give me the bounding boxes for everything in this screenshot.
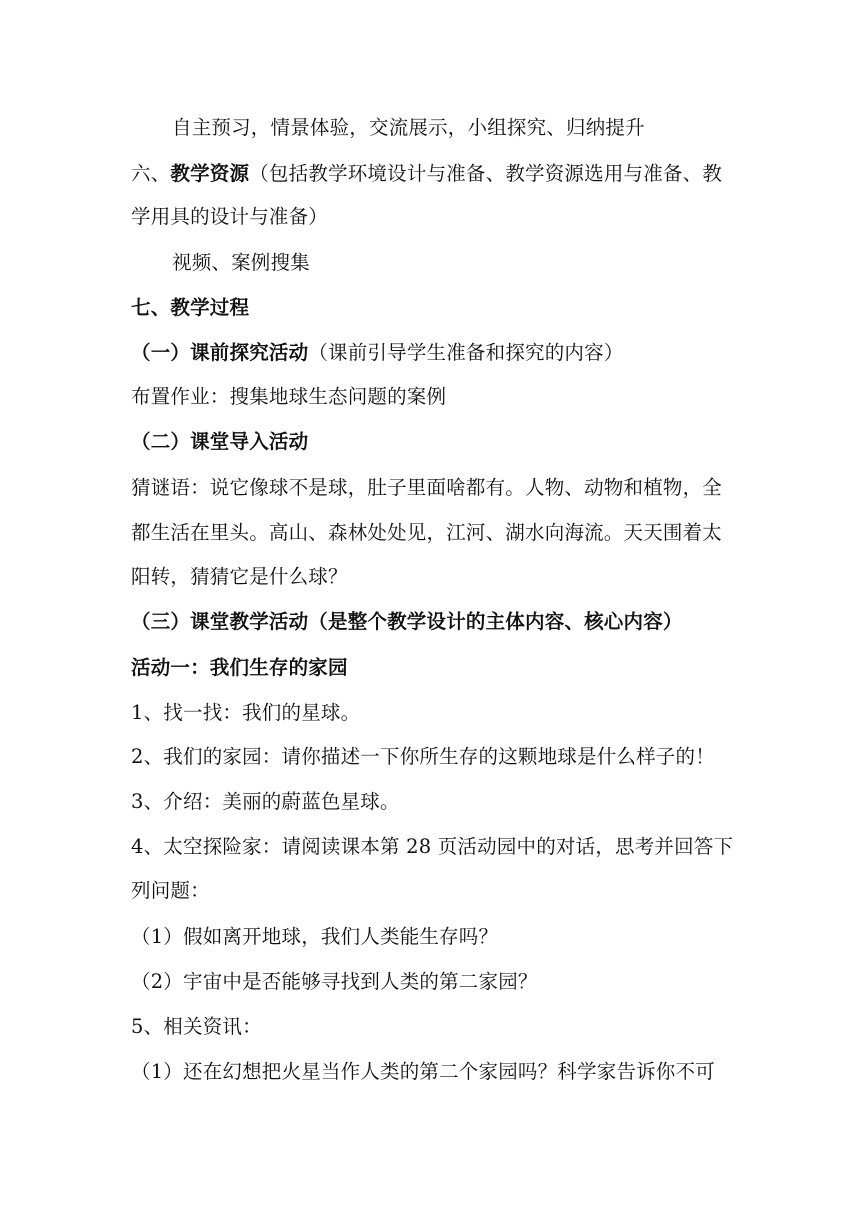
riddle-line-1: 猜谜语：说它像球不是球，肚子里面啥都有。人物、动物和植物，全: [131, 476, 723, 499]
subsection-2-heading: （二）课堂导入活动: [131, 430, 309, 453]
list-item: 2、我们的家园：请你描述一下你所生存的这颗地球是什么样子的！: [131, 745, 715, 768]
resources-paragraph: 视频、案例搜集: [172, 251, 310, 274]
section-6-title: 教学资源: [170, 162, 250, 185]
list-item: 5、相关资讯：: [131, 1015, 262, 1038]
section-6-number: 六、: [131, 162, 171, 185]
subsection-1-title: （一）课前探究活动: [131, 341, 309, 364]
question-1: （1）假如离开地球，我们人类能生存吗？: [131, 925, 499, 948]
riddle-line-2: 都生活在里头。高山、森林处处见，江河、湖水向海流。天天围着太: [131, 521, 723, 544]
subsection-1-note: （课前引导学生准备和探究的内容）: [308, 341, 624, 364]
list-item-continued: 列问题：: [131, 879, 210, 902]
section-7-heading: 七、教学过程: [131, 296, 250, 319]
riddle-line-3: 阳转，猜猜它是什么球？: [131, 565, 348, 588]
info-item-1: （1）还在幻想把火星当作人类的第二个家园吗？科学家告诉你不可: [131, 1060, 715, 1083]
activity-1-heading: 活动一：我们生存的家园: [131, 656, 348, 679]
section-6-note: （包括教学环境设计与准备、教学资源选用与准备、教: [249, 162, 723, 185]
subsection-1-heading: [131, 339, 624, 367]
list-item: 3、介绍：美丽的蔚蓝色星球。: [131, 790, 400, 813]
teaching-method-paragraph: 自主预习，情景体验，交流展示，小组探究、归纳提升: [172, 116, 645, 139]
list-item: 4、太空探险家：请阅读课本第 28 页活动园中的对话，思考并回答下: [131, 835, 734, 858]
section-6-heading: [131, 160, 722, 188]
list-item: 1、找一找：我们的星球。: [131, 701, 361, 724]
question-2: （2）宇宙中是否能够寻找到人类的第二家园？: [131, 970, 538, 993]
section-6-note-continued: 学用具的设计与准备）: [131, 205, 329, 228]
subsection-3-heading: （三）课堂教学活动（是整个教学设计的主体内容、核心内容）: [131, 610, 683, 633]
homework-paragraph: 布置作业：搜集地球生态问题的案例: [131, 385, 447, 408]
